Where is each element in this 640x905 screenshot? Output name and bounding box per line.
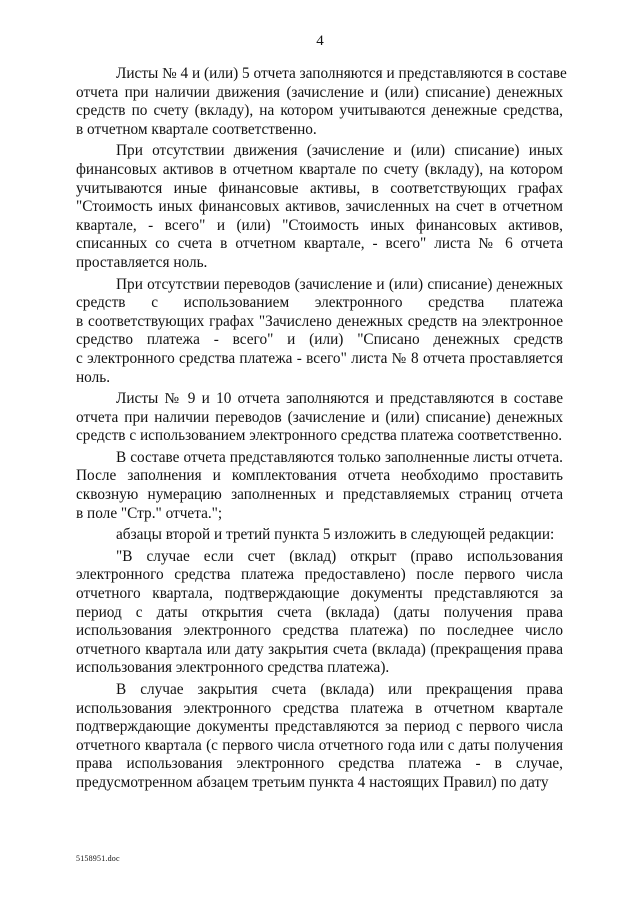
document-body [76, 65, 567, 796]
text-line: "В случае если счет (вклад) открыт (право использования [116, 547, 563, 565]
text-line: в отчетном квартале соответственно. [76, 120, 317, 138]
paragraph [76, 65, 567, 139]
text-line: предусмотренном абзацем третьим пункта 4 настоящих Правил) по дату [76, 773, 549, 791]
text-line: В случае закрытия счета (вклада) или прекращения права [116, 681, 563, 698]
text-line: использования электронного средства платежа). [76, 659, 390, 677]
text-line: проставляется ноль. [76, 253, 208, 271]
text-line: При отсутствии переводов (зачисление и (или) списание) денежных [116, 275, 563, 293]
paragraph [76, 390, 563, 446]
text-line: период с даты открытия счета (вклада) (даты получения права [76, 603, 563, 621]
paragraph [76, 449, 563, 523]
text-line: средство платежа - всего" и (или) "Списано денежных средств [76, 331, 563, 349]
text-line: отчетного квартала, подтверждающие документы представляются за [76, 585, 563, 603]
text-line: Листы № 9 и 10 отчета заполняются и представляются в составе [116, 390, 563, 408]
text-line: квартале, - всего" и (или) "Стоимость иных финансовых активов, [76, 216, 563, 234]
paragraph [76, 548, 563, 678]
text-line: абзацы второй и третий пункта 5 изложить в следующей редакции: [116, 526, 555, 544]
text-line: В составе отчета представляются только заполненные листы отчета. [116, 448, 563, 466]
text-line: "Стоимость иных финансовых активов, зачисленных на счет в отчетном [76, 198, 563, 216]
text-line: средств по счету (вкладу), на котором учитываются денежные средства, [76, 102, 563, 120]
text-line: При отсутствии движения (зачисление и (или) списание) иных [116, 142, 563, 160]
paragraph [76, 526, 563, 545]
text-line: учитываются иные финансовые активы, в соответствующих графах [76, 179, 563, 197]
text-line: средств с использованием электронного средства платежа соответственно. [76, 427, 563, 445]
text-line: использования электронного средства платежа) по последнее число [76, 622, 563, 640]
text-line: подтверждающие документы представляются за период с первого числа [76, 718, 563, 736]
paragraph [76, 142, 563, 272]
text-line: финансовых активов в отчетном квартале по счету (вкладу), на котором [76, 160, 563, 178]
text-line: отчетного квартала или дату закрытия счета (вклада) (прекращения права [76, 640, 563, 658]
text-line: электронного средства платежа предоставлено) после первого числа [76, 566, 563, 584]
text-line: отчетного квартала (с первого числа отчетного года или с даты получения [76, 736, 563, 754]
text-line: отчета при наличии движения (зачисление и (или) списание) денежных [76, 83, 563, 101]
text-line: права использования электронного средства платежа - в случае, [76, 755, 563, 773]
text-line: средств с использованием электронного средства платежа [76, 294, 563, 312]
page-number: 4 [316, 33, 324, 49]
paragraph [76, 681, 563, 793]
text-line: в поле "Стр." отчета."; [76, 504, 223, 522]
text-line: ноль. [76, 368, 111, 386]
text-line: в соответствующих графах "Зачислено денежных средств на электронное [76, 312, 563, 330]
paragraph [76, 276, 563, 388]
file-name-footer: 5158951.doc [76, 854, 120, 863]
text-line: После заполнения и комплектования отчета необходимо проставить [76, 467, 563, 485]
text-line: использования электронного средства платежа в отчетном квартале [76, 699, 563, 717]
text-line: отчета при наличии переводов (зачисление и (или) списание) денежных [76, 408, 563, 426]
text-line: с электронного средства платежа - всего" листа № 8 отчета проставляется [76, 349, 563, 367]
text-line: списанных со счета в отчетном квартале, - всего" листа № 6 отчета [76, 235, 563, 253]
text-line: сквозную нумерацию заполненных и представляемых страниц отчета [76, 486, 563, 504]
text-line: Листы № 4 и (или) 5 отчета заполняются и представляются в составе [116, 65, 567, 82]
